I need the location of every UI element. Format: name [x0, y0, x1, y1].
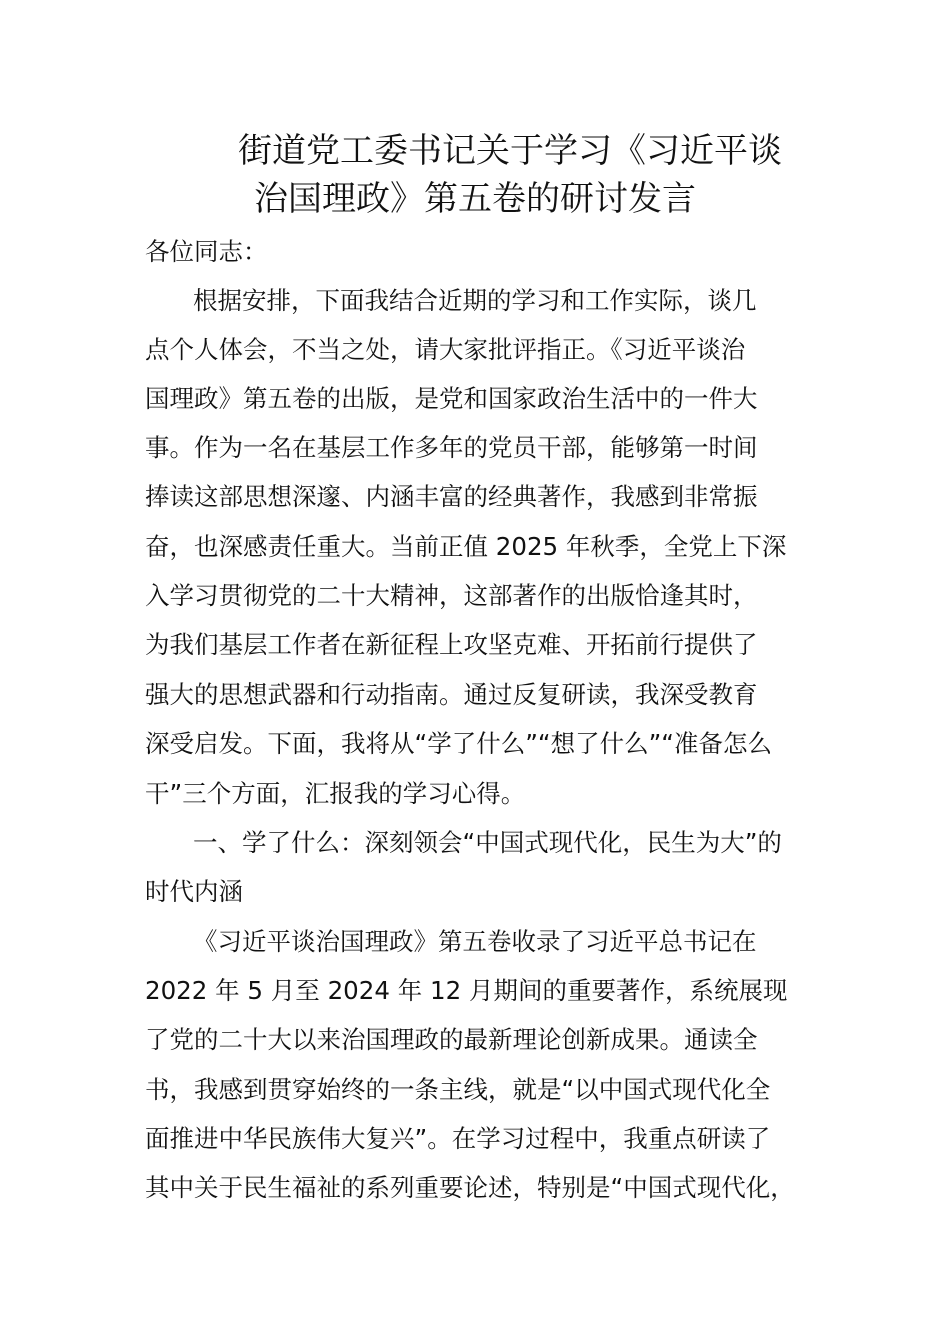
paragraph-1-line: 奋，也深感责任重大。当前正值 2025 年秋季，全党上下深 — [145, 532, 787, 561]
document-title-line-1: 街道党工委书记关于学习《习近平谈 — [238, 131, 782, 171]
paragraph-2-line: 《习近平谈治国理政》第五卷收录了习近平总书记在 — [193, 927, 757, 956]
paragraph-1-line: 根据安排，下面我结合近期的学习和工作实际，谈几 — [193, 286, 757, 315]
paragraph-2-line: 了党的二十大以来治国理政的最新理论创新成果。通读全 — [145, 1025, 758, 1054]
paragraph-1-line: 入学习贯彻党的二十大精神，这部著作的出版恰逢其时， — [145, 581, 758, 610]
paragraph-1-line: 捧读这部思想深邃、内涵丰富的经典著作，我感到非常振 — [145, 482, 758, 511]
paragraph-2-line: 其中关于民生福祉的系列重要论述，特别是“中国式现代化， — [145, 1173, 795, 1202]
section-heading-line: 一、学了什么：深刻领会“中国式现代化，民生为大”的 — [193, 828, 782, 857]
paragraph-1-line: 强大的思想武器和行动指南。通过反复研读，我深受教育 — [145, 680, 758, 709]
paragraph-1-line: 深受启发。下面，我将从“学了什么”“想了什么”“准备怎么 — [145, 729, 772, 758]
salutation: 各位同志： — [145, 237, 268, 266]
section-heading-line: 时代内涵 — [145, 877, 243, 906]
document-title-line-2: 治国理政》第五卷的研讨发言 — [254, 179, 696, 219]
paragraph-1-line: 干”三个方面，汇报我的学习心得。 — [145, 779, 526, 808]
paragraph-2-line: 2022 年 5 月至 2024 年 12 月期间的重要著作，系统展现 — [145, 976, 788, 1005]
paragraph-1-line: 点个人体会，不当之处，请大家批评指正。《习近平谈治 — [145, 335, 746, 364]
paragraph-2-line: 面推进中华民族伟大复兴”。在学习过程中，我重点研读了 — [145, 1124, 771, 1153]
paragraph-2-line: 书，我感到贯穿始终的一条主线，就是“以中国式现代化全 — [145, 1075, 771, 1104]
paragraph-1-line: 国理政》第五卷的出版，是党和国家政治生活中的一件大 — [145, 384, 758, 413]
paragraph-1-line: 事。作为一名在基层工作多年的党员干部，能够第一时间 — [145, 433, 758, 462]
paragraph-1-line: 为我们基层工作者在新征程上攻坚克难、开拓前行提供了 — [145, 630, 758, 659]
